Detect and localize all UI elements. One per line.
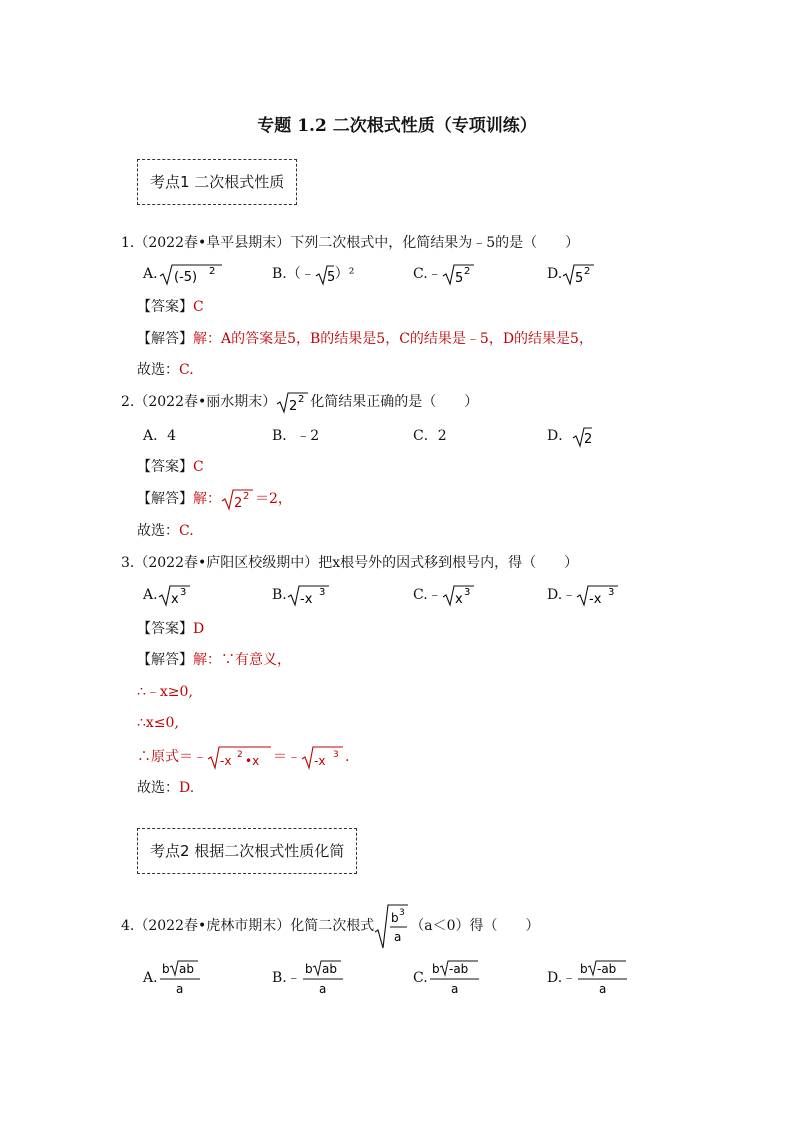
q3-option-a	[143, 583, 192, 607]
sqrt-fraction-expression	[374, 902, 410, 950]
svg-text:ab: ab	[178, 962, 194, 976]
svg-text:ab: ab	[321, 962, 337, 976]
q2-answer	[137, 458, 204, 476]
svg-text:5: 5	[454, 271, 463, 286]
svg-text:2: 2	[243, 491, 250, 502]
analysis-tag: 【解答】	[137, 331, 193, 347]
conclusion-label: 故选：	[137, 362, 179, 378]
sqrt-expression	[562, 262, 596, 286]
q3-option-a-label: A.	[143, 587, 158, 603]
q1-option-a-label: A.	[143, 266, 158, 282]
q3-option-c	[413, 583, 476, 607]
svg-text:2: 2	[463, 266, 471, 277]
q3-option-c-label: C.﹣	[413, 587, 442, 603]
fraction-expression	[158, 958, 204, 998]
answer-value: C	[193, 459, 204, 475]
answer-tag: 【答案】	[137, 621, 193, 637]
conclusion-value: D.	[179, 780, 195, 796]
fraction-expression	[428, 958, 482, 998]
analysis-text-pre: 解：	[193, 491, 221, 507]
q1-option-d	[547, 262, 596, 286]
q4-option-d	[547, 958, 630, 998]
conclusion-value: C.	[179, 523, 194, 539]
q2-option-a: A．4	[143, 428, 177, 444]
svg-text:2: 2	[234, 496, 243, 511]
q3-step-3	[137, 744, 349, 770]
svg-text:3: 3	[179, 587, 186, 598]
svg-text:x: x	[170, 592, 179, 607]
svg-text:a: a	[599, 982, 607, 996]
svg-text:a: a	[318, 982, 327, 996]
sqrt-expression	[315, 262, 335, 286]
q3-option-b	[272, 583, 331, 607]
question-1-stem: 1.（2022春•阜平县期末）下列二次根式中，化简结果为﹣5的是（ ）	[121, 235, 580, 251]
svg-text:-ab: -ab	[597, 962, 617, 976]
q4-option-a-label: A.	[143, 970, 158, 986]
analysis-text: 解：∵有意义，	[193, 652, 291, 668]
svg-text:3: 3	[463, 587, 471, 598]
q3-option-b-label: B.	[272, 587, 287, 603]
svg-text:2: 2	[289, 399, 298, 414]
q4-option-c	[413, 958, 482, 998]
answer-value: C	[193, 299, 204, 315]
svg-text:b: b	[161, 962, 170, 976]
q1-option-b-label: B.（﹣	[272, 266, 315, 282]
svg-text:3: 3	[608, 587, 615, 598]
q4-option-d-label: D.﹣	[547, 970, 577, 986]
q3-option-d	[547, 583, 620, 607]
q1-answer	[137, 298, 204, 316]
q2-option-b: B．﹣2	[272, 428, 320, 444]
svg-text:a: a	[175, 982, 183, 996]
answer-tag: 【答案】	[137, 299, 193, 315]
sqrt-expression	[301, 744, 345, 770]
sqrt-expression	[442, 262, 476, 286]
q4-option-c-label: C.	[413, 970, 428, 986]
conclusion-label: 故选：	[137, 523, 179, 539]
sqrt-expression	[207, 744, 273, 770]
sqrt-expression	[442, 583, 476, 607]
question-3-stem: 3.（2022春•庐阳区校级期中）把x根号外的因式移到根号内，得（ ）	[121, 555, 579, 571]
svg-text:b: b	[391, 911, 399, 925]
sqrt-expression	[576, 583, 620, 607]
q1-option-c	[413, 262, 476, 286]
q2-option-c: C．2	[413, 428, 447, 444]
q3-step-3-pre: ∴原式＝﹣	[137, 749, 207, 765]
sqrt-expression	[158, 262, 224, 286]
svg-text:b: b	[580, 962, 588, 976]
sqrt-expression	[572, 424, 594, 448]
q2-analysis	[137, 487, 292, 511]
svg-text:(-5): (-5)	[173, 270, 197, 285]
q1-conclusion	[137, 361, 194, 379]
q1-option-d-label: D.	[547, 266, 563, 282]
q3-analysis	[137, 651, 291, 669]
analysis-tag: 【解答】	[137, 491, 193, 507]
answer-tag: 【答案】	[137, 459, 193, 475]
page-title: 专题 1.2 二次根式性质（专项训练）	[257, 116, 537, 136]
sqrt-expression	[221, 487, 255, 511]
q3-step-3-end: .	[345, 749, 350, 765]
q3-step-2: ∴x≤0,	[137, 715, 179, 731]
q3-conclusion	[137, 779, 194, 797]
q4-option-a	[143, 958, 204, 998]
sqrt-expression	[287, 583, 331, 607]
svg-text:a: a	[394, 930, 402, 944]
q2-option-d-label: D．	[547, 428, 573, 444]
svg-text:3: 3	[318, 587, 326, 598]
svg-text:2: 2	[208, 266, 215, 277]
svg-text:2: 2	[298, 394, 305, 405]
q3-step-1: ∴﹣x≥0,	[137, 684, 193, 700]
q1-option-b	[272, 262, 354, 286]
section-heading-2: 考点2 根据二次根式性质化简	[137, 828, 357, 874]
svg-text:3: 3	[399, 908, 405, 918]
fraction-expression	[301, 958, 347, 998]
analysis-text: 解：A的答案是5，B的结果是5，C的结果是﹣5，D的结果是5，	[193, 331, 593, 347]
sqrt-expression	[158, 583, 192, 607]
q4-stem-post: （a＜0）得（ ）	[410, 918, 540, 934]
q3-option-d-label: D.﹣	[547, 587, 577, 603]
q1-option-c-label: C.﹣	[413, 266, 442, 282]
q3-answer	[137, 620, 204, 638]
analysis-tag: 【解答】	[137, 652, 193, 668]
conclusion-label: 故选：	[137, 780, 179, 796]
q2-stem-post: 化简结果正确的是（ ）	[310, 394, 479, 410]
svg-text:-x: -x	[314, 754, 326, 768]
q3-step-3-mid: ＝﹣	[273, 749, 301, 765]
question-2-stem	[121, 390, 478, 414]
svg-text:x: x	[454, 592, 463, 607]
svg-text:a: a	[450, 982, 459, 996]
conclusion-value: C.	[179, 362, 194, 378]
svg-text:•x: •x	[245, 754, 260, 768]
svg-text:b: b	[304, 962, 313, 976]
q1-analysis	[137, 330, 593, 348]
q1-option-b-end: ）²	[334, 266, 355, 282]
svg-text:2: 2	[237, 750, 243, 760]
svg-text:-x: -x	[299, 592, 313, 607]
q2-stem-pre: 2.（2022春•丽水期末）	[121, 394, 277, 410]
q2-conclusion	[137, 522, 194, 540]
answer-value: D	[193, 621, 205, 637]
fraction-expression	[576, 958, 630, 998]
svg-text:5: 5	[575, 271, 584, 286]
q4-option-b-label: B.﹣	[272, 970, 301, 986]
section-heading-1: 考点1 二次根式性质	[137, 159, 297, 205]
svg-text:2: 2	[584, 266, 591, 277]
q1-option-a	[143, 262, 224, 286]
sqrt-expression	[276, 390, 310, 414]
q2-option-d	[547, 424, 594, 448]
svg-text:3: 3	[333, 750, 339, 760]
svg-text:-x: -x	[220, 754, 232, 768]
svg-text:b: b	[431, 962, 440, 976]
svg-text:-x: -x	[589, 592, 602, 607]
svg-text:-ab: -ab	[448, 962, 468, 976]
svg-text:5: 5	[326, 270, 335, 285]
svg-text:2: 2	[584, 432, 593, 447]
question-4-stem	[121, 902, 540, 950]
q4-option-b	[272, 958, 347, 998]
analysis-text-post: ＝2，	[255, 491, 292, 507]
q4-stem-pre: 4.（2022春•虎林市期末）化简二次根式	[121, 918, 375, 934]
